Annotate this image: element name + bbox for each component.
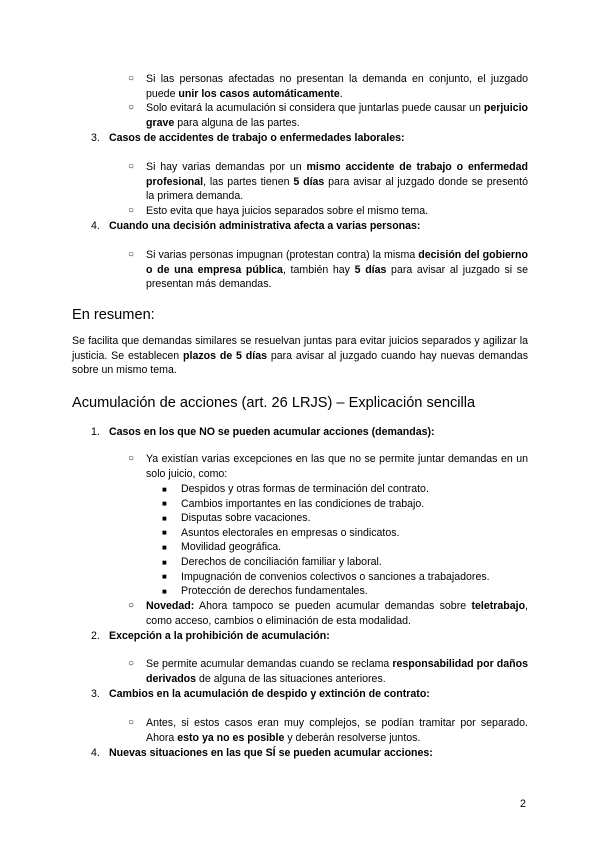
exception-item: Despidos y otras formas de terminación del contrato. <box>181 483 429 495</box>
bold-text: mismo accidente de trabajo o enfermedad profesional <box>146 161 528 188</box>
text-run: , las partes tienen <box>203 175 294 188</box>
text-run: Solo evitará la acumulación si considera que juntarlas puede causar un <box>146 102 484 114</box>
bold-text: Novedad: <box>146 600 195 612</box>
circle-bullet-icon: ○ <box>128 658 135 669</box>
text-run: y deberán resolverse juntos. <box>284 731 421 744</box>
bold-text: esto ya no es posible <box>177 731 285 744</box>
text-run: para avisar al juzgado donde se presentó la primera demanda. <box>146 175 528 203</box>
exception-item: Disputas sobre vacaciones. <box>181 512 311 525</box>
list-item-title: Casos de accidentes de trabajo o enfermedades laborales: <box>109 132 405 144</box>
text-run: Ya existían varias excepciones en las que no se permite juntar demandas en un solo juicio, como: <box>146 453 528 480</box>
exception-item: Protección de derechos fundamentales. <box>181 585 368 598</box>
list-number: 1. <box>91 426 100 438</box>
square-bullet-icon: ■ <box>162 513 167 523</box>
list-bullet <box>146 72 528 101</box>
text-run: Si hay varias demandas por un <box>146 161 307 173</box>
text-run: Esto evita que haya juicios separados sobre el mismo tema. <box>146 205 429 217</box>
text-run: para alguna de las partes. <box>174 116 300 129</box>
bold-text: teletrabajo <box>471 600 526 612</box>
summary-paragraph <box>72 334 528 378</box>
bold-text: 5 días <box>354 263 387 276</box>
list-item-title: Excepción a la prohibición de acumulación: <box>109 630 330 642</box>
list-bullet <box>146 452 528 481</box>
text-run: Se permite acumular demandas cuando se reclama <box>146 658 393 670</box>
exception-item: Derechos de conciliación familiar y laboral. <box>181 556 382 568</box>
list-number: 4. <box>91 220 100 232</box>
circle-bullet-icon: ○ <box>128 249 135 260</box>
text-run: Antes, si estos casos eran muy complejos, se podían tramitar por separado. Ahora <box>146 717 528 744</box>
list-bullet <box>146 599 528 628</box>
text-run: . <box>339 87 343 100</box>
bold-text: unir los casos automáticamente <box>178 87 340 100</box>
list-bullet <box>146 204 528 219</box>
circle-bullet-icon: ○ <box>128 102 135 113</box>
exception-item: Cambios importantes en las condiciones de trabajo. <box>181 497 425 510</box>
square-bullet-icon: ■ <box>162 572 167 582</box>
text-run: Si varias personas impugnan (protestan contra) la misma <box>146 249 419 261</box>
circle-bullet-icon: ○ <box>128 453 135 464</box>
square-bullet-icon: ■ <box>162 542 167 552</box>
bold-text: perjuicio grave <box>146 102 528 129</box>
text-run: para avisar al juzgado si se presentan más demandas. <box>146 263 528 291</box>
exception-item: Asuntos electorales en empresas o sindicatos. <box>181 526 400 539</box>
circle-bullet-icon: ○ <box>128 73 135 84</box>
square-bullet-icon: ■ <box>162 484 167 494</box>
text-run: para avisar al juzgado cuando hay nuevas demandas sobre un mismo tema. <box>72 349 528 377</box>
list-bullet <box>146 716 528 745</box>
list-item-title: Casos en los que NO se pueden acumular acciones (demandas): <box>109 426 435 438</box>
bold-text: responsabilidad por daños derivados <box>146 658 528 685</box>
text-run: Si las personas afectadas no presentan la demanda en conjunto, el juzgado puede <box>146 73 528 100</box>
list-bullet <box>146 248 528 292</box>
list-number: 4. <box>91 747 100 759</box>
text-run: Ahora tampoco se pueden acumular demandas sobre <box>194 600 472 612</box>
square-bullet-icon: ■ <box>162 557 167 567</box>
square-bullet-icon: ■ <box>162 528 167 538</box>
list-bullet <box>146 160 528 204</box>
list-number: 3. <box>91 688 100 700</box>
list-bullet <box>146 657 528 686</box>
text-run: de alguna de las situaciones anteriores. <box>196 672 386 685</box>
text-run: Se facilita que demandas similares se resuelvan juntas para evitar juicios separados y agilizar la justicia. Se establecen <box>72 335 528 362</box>
circle-bullet-icon: ○ <box>128 205 135 216</box>
section-heading: En resumen: <box>72 307 155 323</box>
circle-bullet-icon: ○ <box>128 600 135 611</box>
text-run: , como acceso, cambios o eliminación de esta modalidad. <box>146 600 528 627</box>
circle-bullet-icon: ○ <box>128 161 135 172</box>
list-item-title: Nuevas situaciones en las que SÍ se pueden acumular acciones: <box>109 747 433 759</box>
list-bullet <box>146 101 528 130</box>
text-run: , también hay <box>282 263 355 276</box>
exception-item: Movilidad geográfica. <box>181 541 282 554</box>
square-bullet-icon: ■ <box>162 499 167 509</box>
page-number: 2 <box>520 798 526 810</box>
square-bullet-icon: ■ <box>162 586 167 596</box>
list-item-title: Cambios en la acumulación de despido y extinción de contrato: <box>109 688 430 700</box>
circle-bullet-icon: ○ <box>128 717 135 728</box>
bold-text: decisión del gobierno o de una empresa pública <box>146 249 528 276</box>
section-heading: Acumulación de acciones (art. 26 LRJS) – Explicación sencilla <box>72 395 476 411</box>
bold-text: plazos de 5 días <box>183 349 267 362</box>
exception-item: Impugnación de convenios colectivos o sanciones a trabajadores. <box>181 570 490 583</box>
list-item-title: Cuando una decisión administrativa afecta a varias personas: <box>109 220 421 232</box>
list-number: 2. <box>91 630 100 642</box>
list-number: 3. <box>91 132 100 144</box>
bold-text: 5 días <box>293 175 325 188</box>
